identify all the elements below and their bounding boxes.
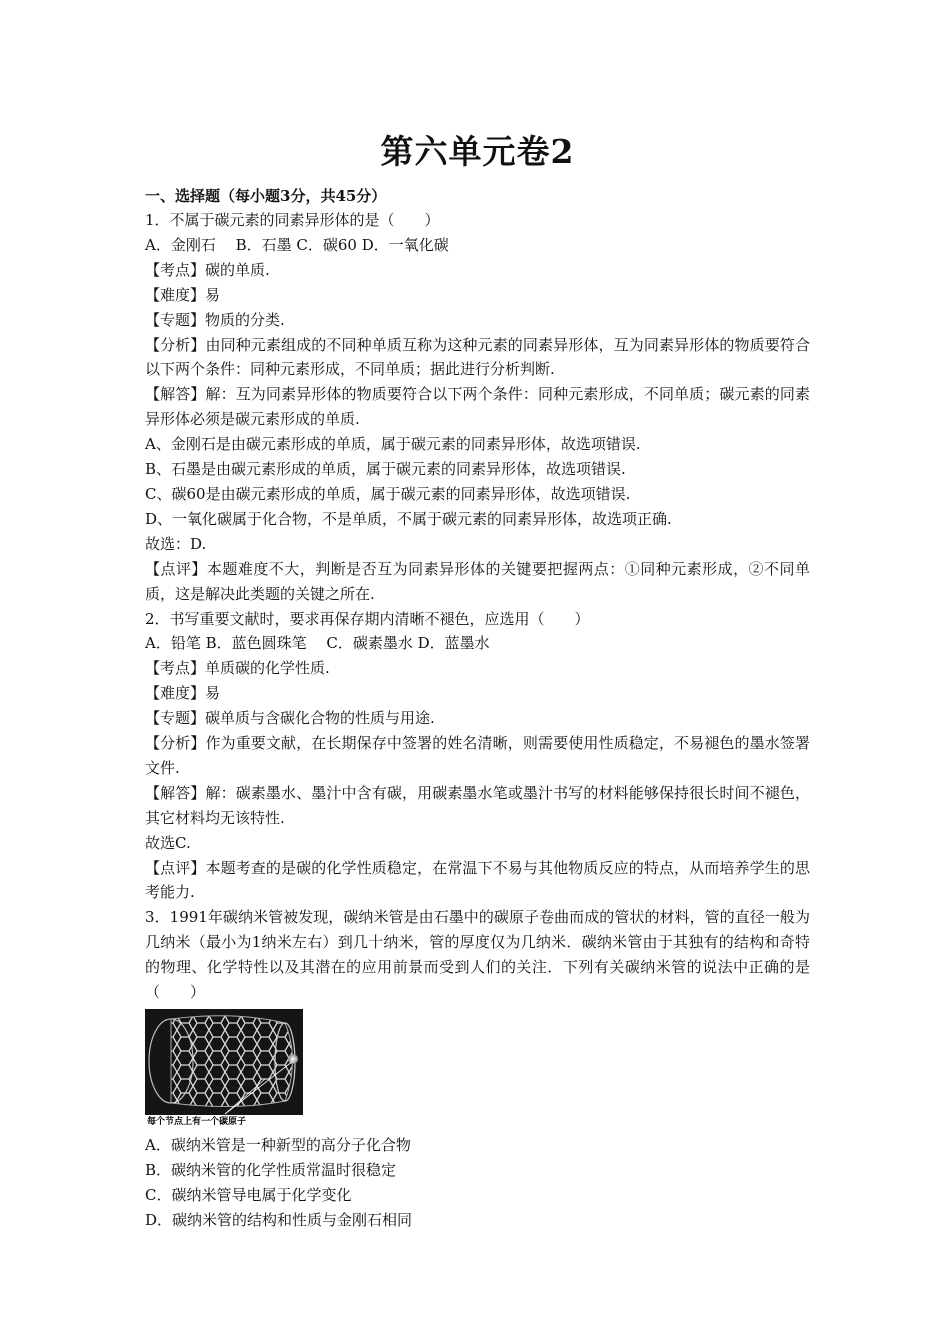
q2-zhuanti: 【专题】碳单质与含碳化合物的性质与用途.	[145, 709, 435, 728]
question-1	[145, 208, 810, 607]
q1-fenxi: 【分析】由同种元素组成的不同种单质互称为这种元素的同素异形体，互为同素异形体的物质要符合以下两个条件：同种元素形成，不同单质；据此进行分析判断.	[145, 335, 810, 379]
q1-options: A．金刚石 B．石墨 C．碳60 D．一氧化碳	[145, 235, 449, 254]
q2-nandu: 【难度】易	[145, 684, 221, 703]
q2-jieda: 【解答】解：碳素墨水、墨汁中含有碳，用碳素墨水笔或墨汁书写的材料能够保持很长时间不褪色，其它材料均无该特性.	[145, 783, 810, 827]
page-title: 第六单元卷2	[380, 132, 575, 171]
q2-dianping: 【点评】本题考查的是碳的化学性质稳定，在常温下不易与其他物质反应的特点，从而培养学生的思考能力.	[145, 858, 810, 902]
q2-answer: 故选C.	[145, 833, 191, 852]
carbon-nanotube-figure	[145, 1009, 303, 1129]
q2-fenxi: 【分析】作为重要文献，在长期保存中签署的姓名清晰，则需要使用性质稳定，不易褪色的墨水签署文件.	[145, 734, 810, 777]
q2-kaodian: 【考点】单质碳的化学性质.	[145, 659, 330, 678]
q1-answer: 故选：D.	[145, 534, 207, 553]
q1-analysis-c: C、碳60是由碳元素形成的单质，属于碳元素的同素异形体，故选项错误.	[145, 484, 631, 503]
q3-option-b: B．碳纳米管的化学性质常温时很稳定	[145, 1160, 397, 1179]
q1-dianping: 【点评】本题难度不大，判断是否互为同素异形体的关键要把握两点：①同种元素形成，②不同单质，这是解决此类题的关键之所在.	[145, 559, 810, 603]
figure-caption: 每个节点上有一个碳原子	[145, 1115, 303, 1129]
q2-options: A．铅笔 B．蓝色圆珠笔 C．碳素墨水 D．蓝墨水	[145, 634, 490, 653]
section-header: 一、选择题（每小题3分，共45分）	[145, 187, 387, 205]
q3-stem: 3．1991年碳纳米管被发现，碳纳米管是由石墨中的碳原子卷曲而成的管状的材料，管的直径一般为几纳米（最小为1纳米左右）到几十纳米，管的厚度仅为几纳米．碳纳米管由于其独有的结构和奇特的物理、化学特性以及其潜在的应用前景而受到人们的关注．下列有关碳纳米管的说法中正确的是（ ）	[145, 908, 810, 1002]
q3-option-d: D．碳纳米管的结构和性质与金刚石相同	[145, 1210, 413, 1229]
q1-stem: 1．不属于碳元素的同素异形体的是（ ）	[145, 211, 440, 229]
q3-option-c: C．碳纳米管导电属于化学变化	[145, 1185, 352, 1204]
q1-analysis-d: D、一氧化碳属于化合物，不是单质，不属于碳元素的同素异形体，故选项正确.	[145, 509, 672, 528]
q2-stem: 2．书写重要文献时，要求再保存期内清晰不褪色，应选用（ ）	[145, 609, 590, 628]
question-2	[145, 607, 810, 906]
q1-zhuanti: 【专题】物质的分类.	[145, 310, 285, 329]
q3-option-a: A．碳纳米管是一种新型的高分子化合物	[145, 1136, 411, 1154]
nanotube-illustration	[145, 1009, 303, 1129]
q1-jieda: 【解答】解：互为同素异形体的物质要符合以下两个条件：同种元素形成，不同单质；碳元素的同素异形体必须是碳元素形成的单质.	[145, 385, 810, 429]
q1-nandu: 【难度】易	[145, 285, 221, 304]
q1-kaodian: 【考点】碳的单质.	[145, 260, 270, 279]
q1-analysis-b: B、石墨是由碳元素形成的单质，属于碳元素的同素异形体，故选项错误.	[145, 460, 626, 479]
question-3	[145, 905, 810, 1232]
document-page	[145, 130, 810, 1233]
q1-analysis-a: A、金刚石是由碳元素形成的单质，属于碳元素的同素异形体，故选项错误.	[145, 435, 641, 454]
